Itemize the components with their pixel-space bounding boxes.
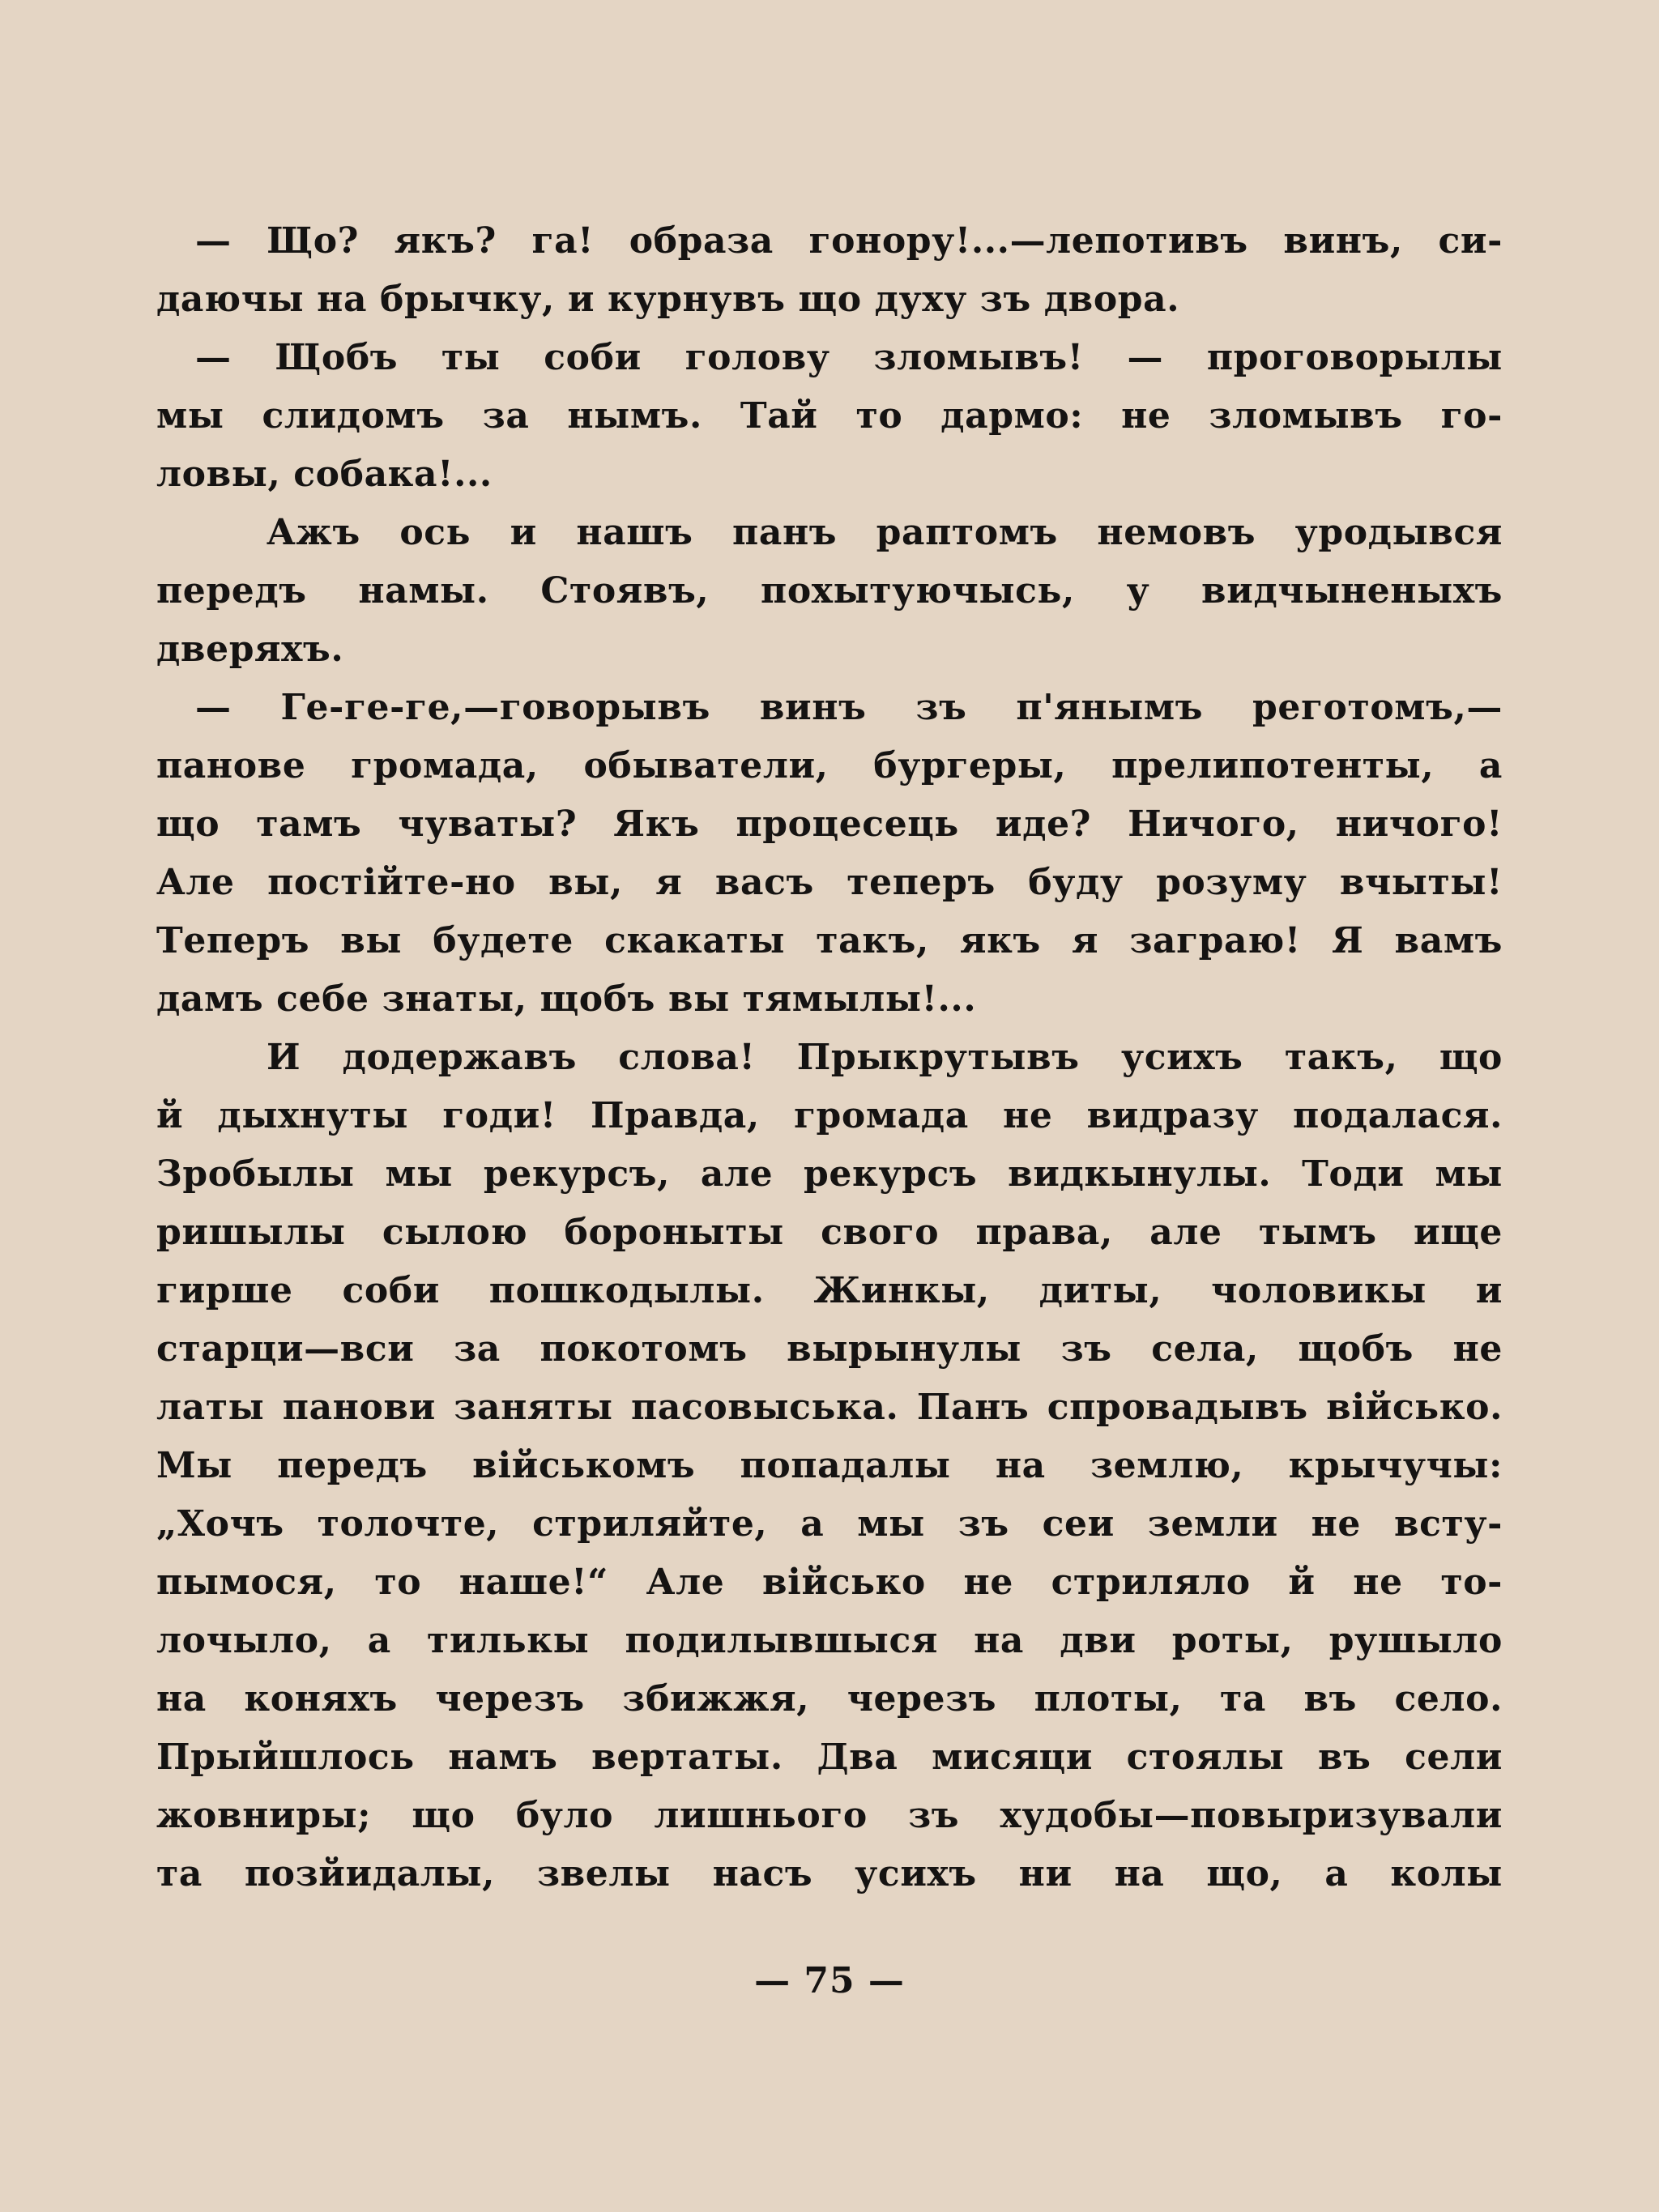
text-line: й дыхнуты годи! Правда, громада не видразу подалася. — [156, 1095, 1503, 1136]
paragraph-3 — [156, 504, 1503, 679]
text-line: на коняхъ черезъ збижжя, черезъ плоты, та въ село. — [156, 1678, 1503, 1720]
text-line: дамъ себе знаты, щобъ вы тямылы!... — [156, 978, 977, 1020]
text-line: Але постійте-но вы, я васъ теперъ буду розуму вчыты! — [156, 862, 1503, 903]
text-line: жовниры; що було лишнього зъ худобы—повыризували — [156, 1795, 1503, 1836]
text-line: передъ намы. Стоявъ, похытуючысь, у видчыненыхъ — [156, 570, 1503, 612]
text-line: ришылы сылою бороныты свого права, але тымъ ище — [156, 1212, 1503, 1253]
page-text-block — [156, 212, 1503, 1903]
paragraph-2 — [156, 329, 1503, 504]
paragraph-1 — [156, 212, 1503, 329]
text-line: И додержавъ слова! Прыкрутывъ усихъ такъ, що — [267, 1037, 1503, 1078]
text-line: латы панови заняты пасовыська. Панъ спровадывъ військо. — [156, 1387, 1503, 1428]
text-line: мы слидомъ за нымъ. Тай то дармо: не зломывъ го- — [156, 395, 1503, 437]
text-line: старци—вси за покотомъ вырынулы зъ села, щобъ не — [156, 1328, 1503, 1370]
text-line: що тамъ чуваты? Якъ процесець иде? Ничого, ничого! — [156, 803, 1503, 845]
paragraph-4 — [156, 679, 1503, 1029]
text-line: дверяхъ. — [156, 629, 344, 670]
text-line: Теперъ вы будете скакаты такъ, якъ я заграю! Я вамъ — [156, 920, 1503, 961]
text-line: — Щобъ ты соби голову зломывъ! — проговорылы — [195, 337, 1503, 378]
text-line: та позйидалы, звелы насъ усихъ ни на що, а колы — [156, 1853, 1503, 1894]
paragraph-5 — [156, 1029, 1503, 1903]
text-line: пымося, то наше!“ Але військо не стриляло й не то- — [156, 1562, 1503, 1603]
text-line: „Хочъ толочте, стриляйте, а мы зъ сеи земли не всту- — [156, 1503, 1503, 1545]
text-line: — Ге-ге-ге,—говорывъ винъ зъ п'янымъ реготомъ,— — [195, 687, 1503, 728]
text-line: панове громада, обыватели, бургеры, прелипотенты, а — [156, 745, 1503, 786]
text-line: Мы передъ військомъ попадалы на землю, крычучы: — [156, 1445, 1503, 1486]
text-line: гирше соби пошкодылы. Жинкы, диты, чоловикы и — [156, 1270, 1503, 1311]
page-number: — 75 — — [754, 1960, 905, 2001]
text-line: — Що? якъ? га! образа гонору!...—лепотивъ винъ, си- — [195, 220, 1503, 262]
text-line: Прыйшлось намъ вертаты. Два мисяци стоялы въ сели — [156, 1737, 1503, 1778]
text-line: лочыло, а тилькы подилывшыся на дви роты, рушыло — [156, 1620, 1503, 1661]
text-line: Ажъ ось и нашъ панъ раптомъ немовъ уродывся — [267, 512, 1503, 553]
text-line: ловы, собака!... — [156, 454, 493, 495]
text-line: Зробылы мы рекурсъ, але рекурсъ видкынулы. Тоди мы — [156, 1153, 1503, 1195]
text-line: даючы на брычку, и курнувъ що духу зъ двора. — [156, 279, 1180, 320]
